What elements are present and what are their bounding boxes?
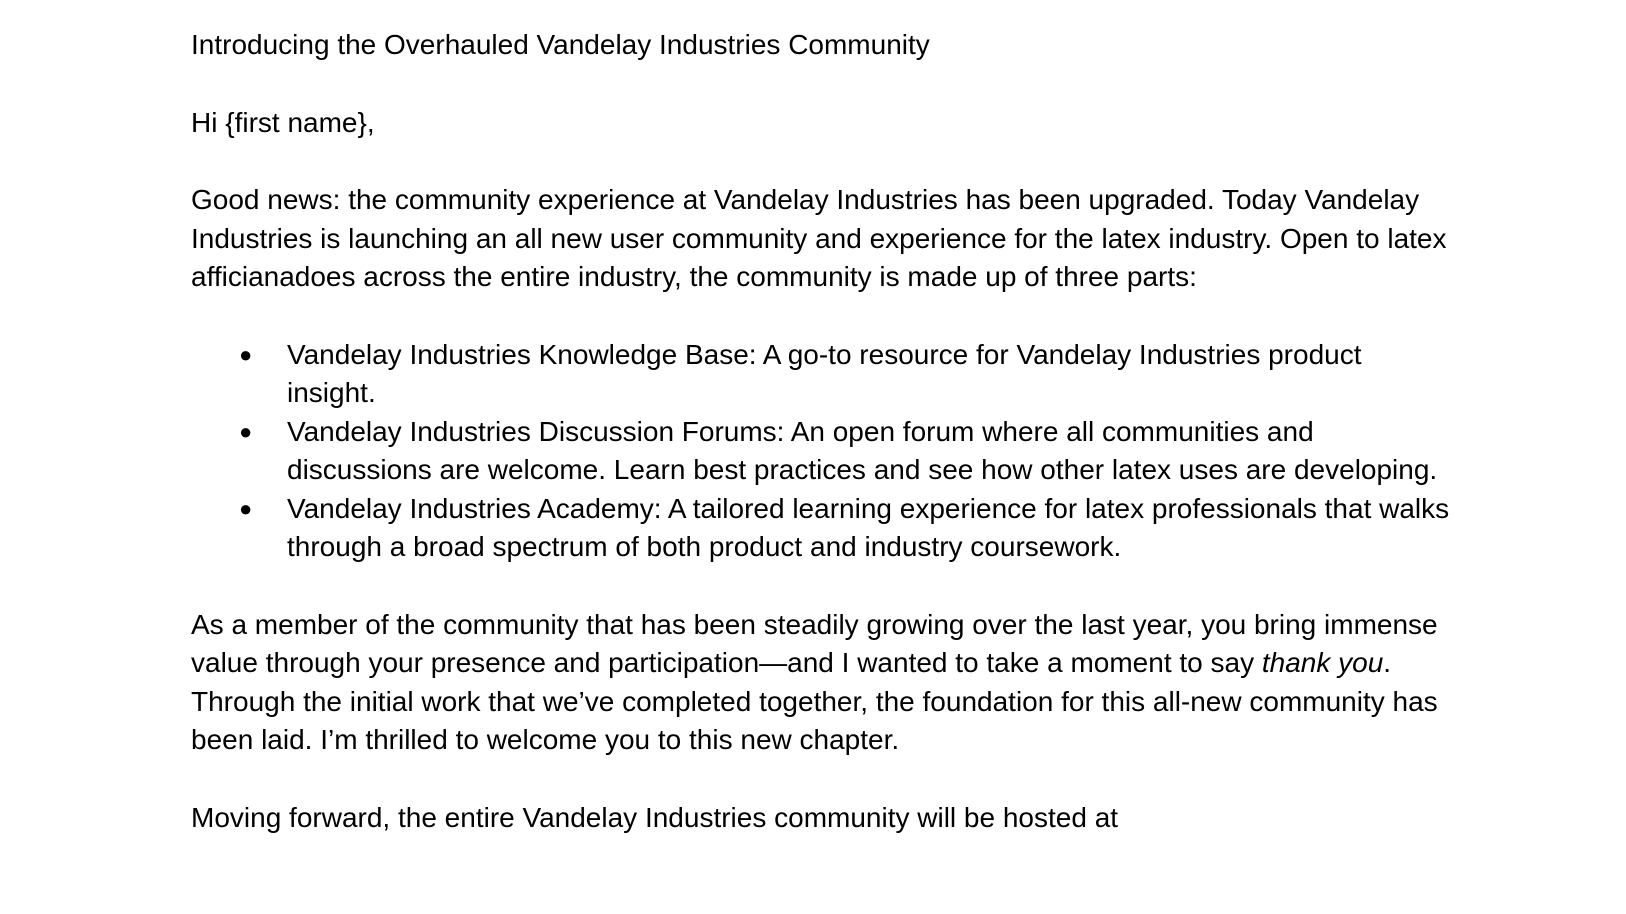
email-greeting: Hi {first name}, <box>191 106 375 138</box>
list-item <box>191 336 1451 413</box>
intro-paragraph: Good news: the community experience at Vandelay Industries has been upgraded. Today Vandelay Industries is launching an all new user community and experience for the latex industry. Open to latex afficianadoes across the entire industry, the community is made up of three parts: <box>191 184 1447 292</box>
list-item-text: Vandelay Industries Discussion Forums: An open forum where all communities and discussions are welcome. Learn best practices and see how other latex uses are developing. <box>287 415 1438 485</box>
thanks-paragraph <box>191 606 1451 760</box>
list-item <box>191 413 1451 490</box>
thanks-text-after: . Through the initial work that we’ve completed together, the foundation for this all-new community has been laid. I’m thrilled to welcome you to this new chapter. <box>191 647 1438 755</box>
community-parts-list <box>191 336 1451 567</box>
closing-paragraph: Moving forward, the entire Vandelay Industries community will be hosted at <box>191 801 1119 833</box>
thanks-text-before: As a member of the community that has been steadily growing over the last year, you bring immense value through your presence and participation—and I wanted to take a moment to say <box>191 608 1438 678</box>
bullet-icon: ● <box>239 341 253 367</box>
list-item <box>191 490 1451 567</box>
email-subject: Introducing the Overhauled Vandelay Industries Community <box>191 29 930 60</box>
list-item-text: Vandelay Industries Knowledge Base: A go-to resource for Vandelay Industries product insight. <box>287 338 1362 408</box>
bullet-icon: ● <box>239 495 253 521</box>
bullet-icon: ● <box>239 418 253 444</box>
email-document <box>191 26 1451 837</box>
list-item-text: Vandelay Industries Academy: A tailored learning experience for latex professionals that walks through a broad spectrum of both product and industry coursework. <box>287 492 1450 562</box>
thanks-emphasis: thank you <box>1261 647 1384 678</box>
